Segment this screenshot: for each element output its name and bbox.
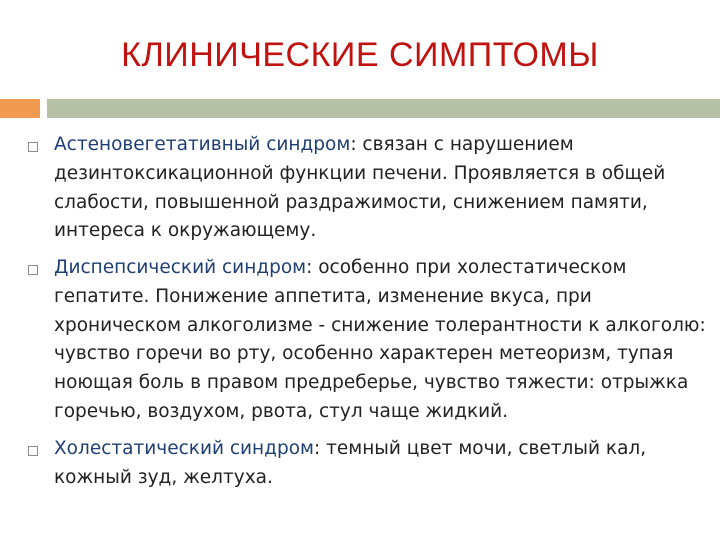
item-description: : темный цвет мочи, светлый кал, кожный зуд, желтуха. <box>54 438 647 488</box>
item-description: : особенно при холестатическом гепатите. Понижение аппетита, изменение вкуса, при хроническом алкоголизме - снижение толерантности к алкоголю: чувство горечи во рту, особенно характерен метеоризм, тупая ноющая боль в правом предреберье, чувство тяжести: отрыжка горечью, воздухом, рвота, стул чаще жидкий. <box>54 257 706 422</box>
accent-bar <box>47 99 720 118</box>
bullet-square-icon <box>28 265 38 275</box>
bullet-square-icon <box>28 142 38 152</box>
bullet-square-icon <box>28 446 38 456</box>
slide-title: КЛИНИЧЕСКИЕ СИМПТОМЫ <box>121 36 599 74</box>
list-item-3 <box>54 435 714 493</box>
list-item-2 <box>54 254 714 427</box>
list-item-1 <box>54 131 714 246</box>
item-term: Диспепсический синдром <box>54 257 307 278</box>
accent-square <box>0 99 40 118</box>
item-term: Астеновегетативный синдром <box>54 134 351 155</box>
item-description: : связан с нарушением дезинтоксикационной функции печени. Проявляется в общей слабости, повышенной раздражимости, снижением памяти, интереса к окружающему. <box>54 134 666 242</box>
item-term: Холестатический синдром <box>54 438 314 459</box>
